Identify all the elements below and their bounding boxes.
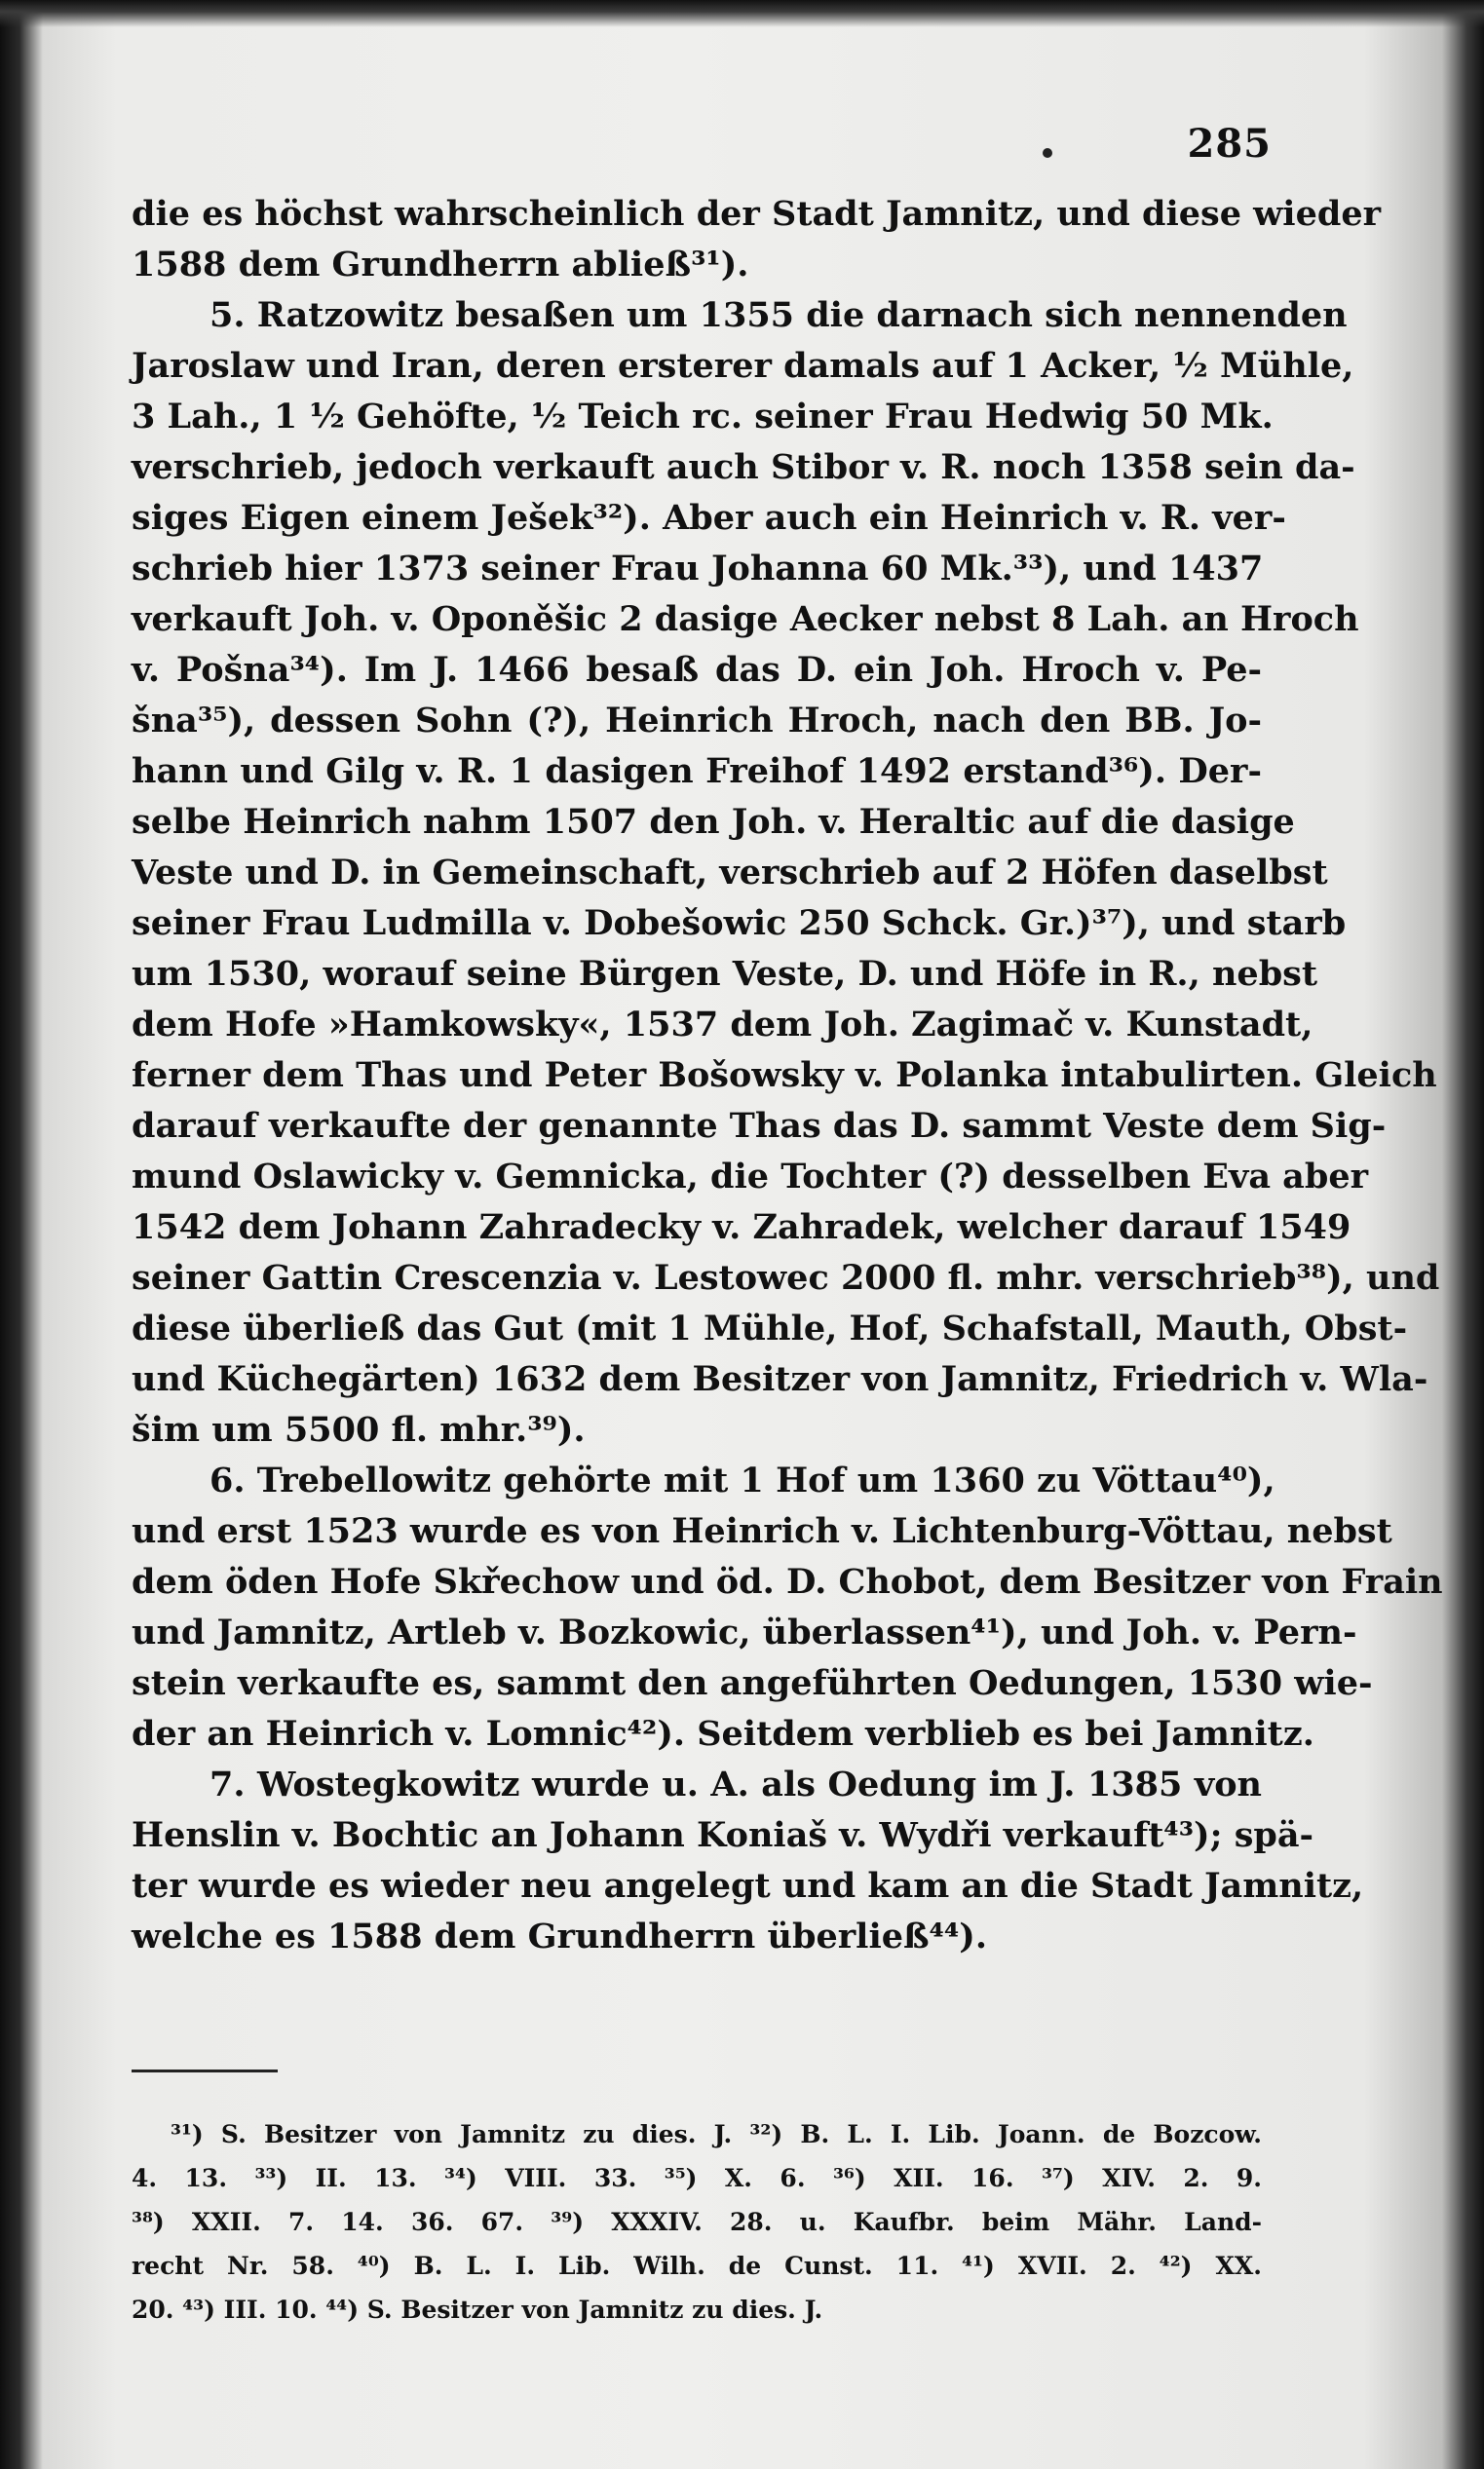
ink-dot-mark [1043, 148, 1052, 158]
main-text-block [132, 189, 1443, 1962]
text-line-29: und Jamnitz, Artleb v. Bozkowic, überlassen⁴¹), und Joh. v. Pern- [132, 1613, 1357, 1652]
text-line-23: diese überließ das Gut (mit 1 Mühle, Hof, Schafstall, Mauth, Obst- [132, 1309, 1408, 1348]
text-line-34: ter wurde es wieder neu angelegt und kam an die Stadt Jamnitz, [132, 1866, 1364, 1906]
text-line-17: dem Hofe »Hamkowsky«, 1537 dem Joh. Zagimač v. Kunstadt, [132, 1005, 1313, 1045]
page-top-edge-shadow [0, 0, 1484, 27]
text-line-9: verkauft Joh. v. Oponěšic 2 dasige Aecker nebst 8 Lah. an Hroch [132, 599, 1359, 639]
text-line-28: dem öden Hofe Skřechow und öd. D. Chobot, dem Besitzer von Frain [132, 1562, 1443, 1602]
text-line-31: der an Heinrich v. Lomnic⁴²). Seitdem verblieb es bei Jamnitz. [132, 1714, 1314, 1754]
text-line-30: stein verkaufte es, sammt den angeführten Oedungen, 1530 wie- [132, 1663, 1373, 1703]
text-line-27: und erst 1523 wurde es von Heinrich v. Lichtenburg-Vöttau, nebst [132, 1511, 1392, 1551]
text-line-14: Veste und D. in Gemeinschaft, verschrieb auf 2 Höfen daselbst [132, 853, 1328, 893]
text-line-4: Jaroslaw und Iran, deren ersterer damals auf 1 Acker, ½ Mühle, [132, 346, 1354, 386]
text-line-13: selbe Heinrich nahm 1507 den Joh. v. Heraltic auf die dasige [132, 802, 1295, 842]
text-line-21: 1542 dem Johann Zahradecky v. Zahradek, welcher darauf 1549 [132, 1207, 1351, 1247]
text-line-19: darauf verkaufte der genannte Thas das D. sammt Veste dem Sig- [132, 1106, 1387, 1146]
text-line-26: 6. Trebellowitz gehörte mit 1 Hof um 1360 zu Vöttau⁴⁰), [209, 1461, 1275, 1500]
text-line-33: Henslin v. Bochtic an Johann Koniaš v. Wydři verkauft⁴³); spä- [132, 1815, 1314, 1855]
footnote-line-4: recht Nr. 58. ⁴⁰) B. L. I. Lib. Wilh. de Cunst. 11. ⁴¹) XVII. 2. ⁴²) XX. [132, 2252, 1262, 2280]
text-line-24: und Küchegärten) 1632 dem Besitzer von Jamnitz, Friedrich v. Wla- [132, 1359, 1428, 1399]
text-line-12: hann und Gilg v. R. 1 dasigen Freihof 1492 erstand³⁶). Der- [132, 751, 1262, 791]
text-line-35: welche es 1588 dem Grundherrn überließ⁴⁴). [132, 1917, 988, 1956]
text-line-2: 1588 dem Grundherrn abließ³¹). [132, 245, 749, 285]
text-line-32: 7. Wostegkowitz wurde u. A. als Oedung im J. 1385 von [209, 1765, 1262, 1804]
footnote-line-1: ³¹) S. Besitzer von Jamnitz zu dies. J. ³²) B. L. I. Lib. Joann. de Bozcow. [171, 2120, 1262, 2148]
footnote-line-5: 20. ⁴³) III. 10. ⁴⁴) S. Besitzer von Jamnitz zu dies. J. [132, 2296, 823, 2324]
footnote-line-3: ³⁸) XXII. 7. 14. 36. 67. ³⁹) XXXIV. 28. u. Kaufbr. beim Mähr. Land- [132, 2208, 1262, 2236]
page-number: 285 [1187, 121, 1272, 167]
text-line-18: ferner dem Thas und Peter Bošowsky v. Polanka intabulirten. Gleich [132, 1055, 1437, 1095]
text-line-7: siges Eigen einem Ješek³²). Aber auch ein Heinrich v. R. ver- [132, 498, 1286, 538]
text-line-5: 3 Lah., 1 ½ Gehöfte, ½ Teich rc. seiner Frau Hedwig 50 Mk. [132, 397, 1274, 437]
text-line-15: seiner Frau Ludmilla v. Dobešowic 250 Schck. Gr.)³⁷), und starb [132, 903, 1347, 943]
book-page [132, 109, 1443, 2428]
footnote-line-2: 4. 13. ³³) II. 13. ³⁴) VIII. 33. ³⁵) X. 6. ³⁶) XII. 16. ³⁷) XIV. 2. 9. [132, 2164, 1262, 2192]
text-line-11: šna³⁵), dessen Sohn (?), Heinrich Hroch, nach den BB. Jo- [132, 701, 1262, 741]
text-line-16: um 1530, worauf seine Bürgen Veste, D. und Höfe in R., nebst [132, 954, 1318, 994]
text-line-10: v. Pošna³⁴). Im J. 1466 besaß das D. ein Joh. Hroch v. Pe- [132, 650, 1262, 690]
text-line-22: seiner Gattin Crescenzia v. Lestowec 2000 fl. mhr. verschrieb³⁸), und [132, 1258, 1440, 1298]
text-line-1: die es höchst wahrscheinlich der Stadt Jamnitz, und diese wieder [132, 194, 1382, 234]
footnote-separator-rule [132, 2070, 278, 2072]
footnotes-block [132, 2112, 1262, 2332]
text-line-8: schrieb hier 1373 seiner Frau Johanna 60 Mk.³³), und 1437 [132, 549, 1264, 589]
text-line-25: šim um 5500 fl. mhr.³⁹). [132, 1410, 586, 1450]
text-line-20: mund Oslawicky v. Gemnicka, die Tochter (?) desselben Eva aber [132, 1157, 1369, 1197]
text-line-3: 5. Ratzowitz besaßen um 1355 die darnach sich nennenden [209, 295, 1348, 335]
text-line-6: verschrieb, jedoch verkauft auch Stibor v. R. noch 1358 sein da- [132, 447, 1355, 487]
